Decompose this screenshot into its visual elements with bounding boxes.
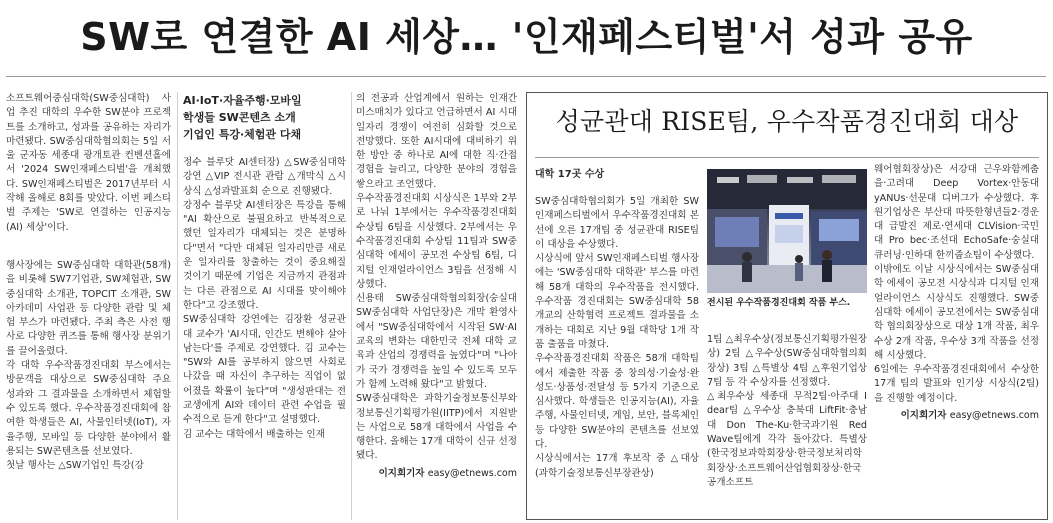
- sidebar-column-1: [535, 163, 699, 517]
- sidebar-paragraph: 이밖에도 이날 시상식에서는 SW중심대학 에세이 공모전 시상식과 디지털 인재 얼라이언스 시상식도 진행했다. SW중심대학 에세이 공모전에서는 SW중심대학 협의회장상으로 대상 1개 작품, 최우수상 2개 작품, 우수상 3개 작품을 선정해 시상했다.: [874, 264, 1039, 361]
- sidebar-divider: [535, 157, 1039, 158]
- headline: SW로 연결한 AI 세상… '인재페스티벌'서 성과 공유: [80, 15, 973, 59]
- article-column-2: [183, 92, 346, 520]
- article-paragraph: 우수작품경진대회 시상식은 1부와 2부로 나눠 1부에서는 우수작품경진대회 수상팀 6팀을 시상했다. 2부에서는 우수작품경진대회 수상팀 11팀과 SW중심대학 에세이 공모전 수상팀 6팀, 디지털 인재얼라이언스 3팀을 선정해 시상했다.: [356, 193, 517, 290]
- headline-divider: [6, 76, 1046, 77]
- article-paragraph: 소프트웨어중심대학(SW중심대학) 사업 추진 대학의 우수한 SW분야 프로젝트를 소개하고, 성과를 공유하는 자리가 마련됐다. SW중심대학협의회는 5일 서울 군자동 세종대 광개토관 컨벤션홀에서 '2024 SW인재페스티벌'을 개최했다. SW인재페스티벌은 2017년부터 시작해 올해로 8회를 맞았다. 이번 페스티벌 주제는 'SW로 연결하는 인공지능(AI) 세상'이다.: [6, 93, 171, 233]
- sidebar-column-2: [707, 333, 867, 517]
- photo-caption: 전시된 우수작품경진대회 작품 부스.: [707, 298, 851, 308]
- article-paragraph: 첫날 행사는 △SW기업인 특강(강: [6, 460, 144, 472]
- article-paragraph: 의 전공과 산업계에서 원하는 인재간 미스매치가 있다고 언급하면서 AI 시대 일자리 경쟁이 여전히 심화할 것으로 전망했다. 또한 AI시대에 대비하기 위한 방안 중 하나로 AI에 대한 직·간접 경험을 늘리고, 다양한 분야의 경험을 쌓으라고 조언했다.: [356, 93, 517, 190]
- sidebar-paragraph: SW중심대학협의회가 5일 개최한 SW인재페스티벌에서 우수작품경진대회 본선에 오른 17개팀 중 성균관대 RISE팀이 대상을 수상했다.: [535, 196, 699, 250]
- sidebar-paragraph: 시상식에 앞서 SW인재페스티벌 행사장에는 'SW중심대학 대학관' 부스를 마련해 58개 대학의 우수작품을 전시했다. 우수작품 경진대회는 SW중심대학 58개교의 산학협력 프로젝트 결과물을 소개하는 대회로 지난 9월 대학당 1개 작품 출품을 마쳤다.: [535, 253, 699, 350]
- article-paragraph: 강정수 블루닷 AI센터장은 특강을 통해 "AI 확산으로 불필요하고 반복적으로 했던 일자리가 대체되는 것은 분명하다"면서 "다만 대체된 일자리만큼 새로운 일자리를 창출하는 것이 중요해질 것이기 때문에 기업은 지금까지 관점과는 다른 관점으로 AI 시대를 맞이해야 한다"고 강조했다.: [183, 199, 346, 311]
- byline-email: easy@etnews.com: [949, 410, 1039, 422]
- sidebar-box: [526, 92, 1048, 520]
- sidebar-byline: 이지희기자 easy@etnews.com: [900, 410, 1039, 422]
- article-paragraph: 각 대학 우수작품경진대회 부스에서는 방문객을 대상으로 SW중심대학 주요 성과와 그 결과물을 소개하면서 체험할 수 있도록 했다. 우수작품경진대회에 참여한 학생들은 AI, 사물인터넷(IoT), 자율주행, 모바일 등 다양한 분야에서 활용되는 SW콘텐츠를 선보였다.: [6, 360, 171, 457]
- article-column-3: [356, 92, 517, 520]
- byline-email: easy@etnews.com: [427, 467, 517, 479]
- sidebar-paragraph: 6일에는 우수작품경진대회에서 수상한 17개 팀의 발표와 인기상 시상식(2팀)을 진행할 예정이다.: [874, 364, 1039, 404]
- article-paragraph: 신용태 SW중심대학협의회장(숭실대 SW중심대학 사업단장)은 개막 환영사에서 "SW중심대학에서 시작된 SW·AI 교육의 변화는 대한민국 전체 대학 교육과 산업의 경쟁력을 높였다"며 "나아가 국가 경쟁력을 높일 수 있도록 모두가 함께 노력해 왔다"고 밝혔다.: [356, 293, 517, 390]
- column-divider: [177, 92, 178, 520]
- column-divider: [351, 92, 352, 520]
- sidebar-column-3: [874, 163, 1039, 517]
- article-paragraph: SW중심대학 강연에는 김장환 성균관대 교수가 'AI시대, 인간도 변해야 살아남는다'를 주제로 강연했다. 김 교수는 "SW와 AI를 공부하지 않으면 사회로 나갔을 때 자신이 추구하는 직업이 없어졌을 확률이 높다"며 "생성판대는 전교생에게 AI와 데이터 관련 수업을 필수적으로 듣게 한다"고 설명했다.: [183, 314, 346, 426]
- sidebar-paragraph: 1팀 △최우수상(정보통신기획평가원장상) 2팀 △우수상(SW중심대학협의회장상) 3팀 △특별상 4팀 △후원기업상 7팀 등 각 수상자를 선정했다.: [707, 334, 867, 388]
- article-subhead: AI·IoT·자율주행·모바일 학생들 SW콘텐츠 소개 기업인 특강·체험관 다채: [183, 94, 302, 141]
- sidebar-paragraph: 시상식에서는 17개 후보작 중 △대상(과학기술정보통신부장관상): [535, 453, 699, 479]
- sidebar-paragraph: 웨어협회장상)은 서강대 근우와함께춤을·고려대 Deep Vortex·안동대 yANUs·선문대 디버그가 수상했다. 후원기업상은 부산대 따뜻한형년들2·경운대 급발진 제로·연세대 CLVision·국민대 Pro bec·조선대 EchoSafe·숭실대 큐러닝·인하대 한끼줍쇼팀이 수상했다.: [874, 164, 1039, 261]
- article-paragraph: 행사장에는 SW중심대학 대학관(58개)을 비롯해 SW7기업관, SW체험관, SW중심대학 소개관, TOPCIT 소개관, SW아카데미 사업관 등 다양한 관람 및 체험 부스가 마련됐다. 주최 측은 사전 행사로 다양한 퀴즈를 통해 행사장 분위기를 끌어올렸다.: [6, 259, 171, 357]
- article-paragraph: 김 교수는 대학에서 배출하는 인재: [183, 428, 325, 440]
- article-paragraph: SW중심대학은 과학기술정보통신부와 정보통신기획평가원(IITP)에서 지원받는 사업으로 58개 대학에서 사업을 수행한다. 올해는 17개 대학이 신규 선정됐다.: [356, 393, 517, 462]
- exhibition-booth-photo: [707, 169, 867, 293]
- photo-illustration: [707, 169, 867, 293]
- sidebar-paragraph: △최우수상 세종대 무적2팀·아주대 I dear팀 △우수상 충북대 LiftFit·충남대 Don The-Ku·한국과기원 Red Wave팀에게 각각 돌아갔다. 특별상(한국정보과학회장상·한국정보처리학회장상·소프트웨어산업협회장상·한국공개소프트: [707, 391, 867, 488]
- sidebar-paragraph: 우수작품경진대회 작품은 58개 대학팀에서 제출한 작품 중 창의성·기술성·완성도·상품성·전달성 등 5가지 기준으로 심사했다. 학생들은 인공지능(AI), 자율주행, 사물인터넷, 게임, 보안, 블록체인 등 다양한 SW분야의 콘텐츠를 선보였다.: [535, 353, 699, 451]
- article-column-1: [6, 92, 171, 520]
- article-byline: 이지희기자 easy@etnews.com: [378, 467, 517, 479]
- sidebar-subhead: 대학 17곳 수상: [535, 169, 605, 180]
- sidebar-title: 성균관대 RISE팀, 우수작품경진대회 대상: [555, 107, 1019, 136]
- article-paragraph: 정수 블루닷 AI센터장) △SW중심대학 강연 △VIP 전시관 관람 △개막식 △시상식 △성과발표회 순으로 진행됐다.: [183, 157, 346, 197]
